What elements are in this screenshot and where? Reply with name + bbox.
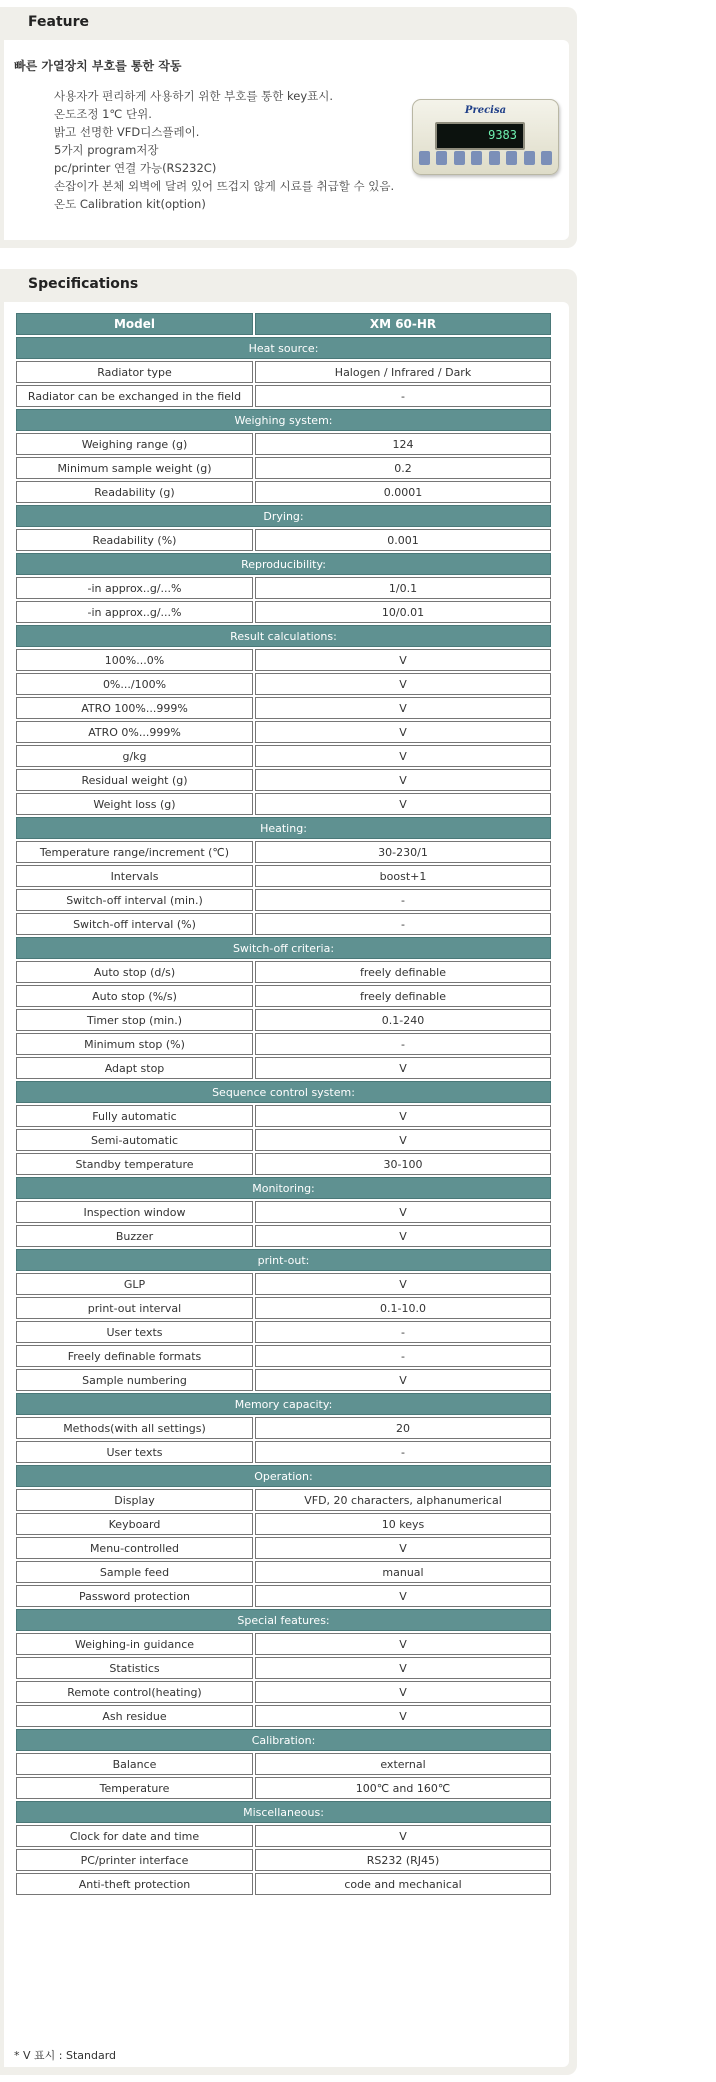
feature-item: 5가지 program저장	[54, 143, 159, 157]
feature-panel	[0, 7, 577, 248]
section-heading: Memory capacity:	[16, 1393, 551, 1415]
section-row	[16, 1729, 551, 1751]
table-row	[16, 529, 551, 551]
table-row	[16, 1369, 551, 1391]
spec-label: Temperature range/increment (℃)	[16, 841, 253, 863]
spec-value: freely definable	[255, 961, 551, 983]
table-row	[16, 361, 551, 383]
section-heading: Special features:	[16, 1609, 551, 1631]
spec-label: Password protection	[16, 1585, 253, 1607]
spec-label: Radiator can be exchanged in the field	[16, 385, 253, 407]
table-row	[16, 1633, 551, 1655]
table-row	[16, 1561, 551, 1583]
section-heading: Reproducibility:	[16, 553, 551, 575]
section-row	[16, 1801, 551, 1823]
spec-label: Keyboard	[16, 1513, 253, 1535]
spec-label: Balance	[16, 1753, 253, 1775]
table-row	[16, 1537, 551, 1559]
section-heading: Heating:	[16, 817, 551, 839]
table-row	[16, 1417, 551, 1439]
section-row	[16, 1081, 551, 1103]
spec-value: code and mechanical	[255, 1873, 551, 1895]
spec-label: Sample feed	[16, 1561, 253, 1583]
spec-value: 20	[255, 1417, 551, 1439]
section-heading: Calibration:	[16, 1729, 551, 1751]
spec-label: Anti-theft protection	[16, 1873, 253, 1895]
section-row	[16, 337, 551, 359]
spec-value: V	[255, 1057, 551, 1079]
section-heading: Operation:	[16, 1465, 551, 1487]
spec-label: Buzzer	[16, 1225, 253, 1247]
spec-value: 0.0001	[255, 481, 551, 503]
table-row	[16, 673, 551, 695]
table-row	[16, 1825, 551, 1847]
spec-value: V	[255, 1273, 551, 1295]
spec-value: V	[255, 649, 551, 671]
spec-label: User texts	[16, 1321, 253, 1343]
device-display	[435, 122, 525, 150]
spec-value: -	[255, 889, 551, 911]
table-row	[16, 1345, 551, 1367]
section-heading: Sequence control system:	[16, 1081, 551, 1103]
table-row	[16, 457, 551, 479]
spec-value: 100℃ and 160℃	[255, 1777, 551, 1799]
spec-value: V	[255, 1105, 551, 1127]
spec-label: Minimum sample weight (g)	[16, 457, 253, 479]
spec-value: freely definable	[255, 985, 551, 1007]
spec-label: Semi-automatic	[16, 1129, 253, 1151]
spec-value: 124	[255, 433, 551, 455]
spec-label: Methods(with all settings)	[16, 1417, 253, 1439]
spec-label: Ash residue	[16, 1705, 253, 1727]
device-key	[506, 151, 517, 165]
spec-label: User texts	[16, 1441, 253, 1463]
spec-label: Display	[16, 1489, 253, 1511]
spec-label: Auto stop (%/s)	[16, 985, 253, 1007]
table-row	[16, 481, 551, 503]
specifications-table	[14, 311, 553, 1897]
device-key	[454, 151, 465, 165]
spec-value: VFD, 20 characters, alphanumerical	[255, 1489, 551, 1511]
feature-title: Feature	[28, 14, 89, 30]
table-row	[16, 601, 551, 623]
spec-value: 0.001	[255, 529, 551, 551]
table-row	[16, 841, 551, 863]
feature-item: 밝고 선명한 VFD디스플레이.	[54, 125, 200, 139]
table-row	[16, 1225, 551, 1247]
table-row	[16, 577, 551, 599]
spec-value: 0.2	[255, 457, 551, 479]
section-heading: Drying:	[16, 505, 551, 527]
spec-label: Weight loss (g)	[16, 793, 253, 815]
section-heading: Weighing system:	[16, 409, 551, 431]
table-row	[16, 961, 551, 983]
table-row	[16, 1753, 551, 1775]
table-row	[16, 1513, 551, 1535]
section-row	[16, 1249, 551, 1271]
spec-value: V	[255, 721, 551, 743]
spec-label: Fully automatic	[16, 1105, 253, 1127]
spec-value: V	[255, 1657, 551, 1679]
table-row	[16, 1153, 551, 1175]
spec-label: Clock for date and time	[16, 1825, 253, 1847]
spec-value: V	[255, 1369, 551, 1391]
spec-value: V	[255, 1129, 551, 1151]
spec-value: 30-230/1	[255, 841, 551, 863]
spec-value: V	[255, 1705, 551, 1727]
spec-value: 10/0.01	[255, 601, 551, 623]
device-keypad	[419, 151, 552, 167]
table-row	[16, 1657, 551, 1679]
section-row	[16, 1609, 551, 1631]
table-row	[16, 1033, 551, 1055]
spec-value: -	[255, 1345, 551, 1367]
device-key	[419, 151, 430, 165]
spec-label: 0%.../100%	[16, 673, 253, 695]
spec-label: Sample numbering	[16, 1369, 253, 1391]
spec-value: V	[255, 1825, 551, 1847]
table-row	[16, 1489, 551, 1511]
spec-value: V	[255, 697, 551, 719]
table-row	[16, 385, 551, 407]
feature-item: 사용자가 편리하게 사용하기 위한 부호를 통한 key표시.	[54, 89, 334, 103]
spec-label: Minimum stop (%)	[16, 1033, 253, 1055]
table-row	[16, 649, 551, 671]
spec-label: ATRO 100%...999%	[16, 697, 253, 719]
spec-value: manual	[255, 1561, 551, 1583]
section-heading: Result calculations:	[16, 625, 551, 647]
spec-value: 0.1-10.0	[255, 1297, 551, 1319]
spec-value: 10 keys	[255, 1513, 551, 1535]
spec-label: ATRO 0%...999%	[16, 721, 253, 743]
table-row	[16, 1777, 551, 1799]
feature-list	[54, 87, 399, 213]
table-row	[16, 769, 551, 791]
table-row	[16, 1297, 551, 1319]
table-row	[16, 1873, 551, 1895]
spec-label: Adapt stop	[16, 1057, 253, 1079]
specifications-title: Specifications	[28, 276, 139, 292]
spec-label: Inspection window	[16, 1201, 253, 1223]
section-row	[16, 505, 551, 527]
table-row	[16, 1705, 551, 1727]
spec-label: Readability (g)	[16, 481, 253, 503]
spec-label: Statistics	[16, 1657, 253, 1679]
feature-item: 온도조정 1℃ 단위.	[54, 107, 152, 121]
spec-value: -	[255, 1321, 551, 1343]
feature-body	[4, 40, 569, 240]
spec-label: Intervals	[16, 865, 253, 887]
table-row	[16, 889, 551, 911]
spec-label: Remote control(heating)	[16, 1681, 253, 1703]
section-row	[16, 1177, 551, 1199]
section-heading: Switch-off criteria:	[16, 937, 551, 959]
spec-value: V	[255, 673, 551, 695]
section-row	[16, 1393, 551, 1415]
table-row	[16, 793, 551, 815]
table-row	[16, 913, 551, 935]
device-key	[524, 151, 535, 165]
spec-label: print-out interval	[16, 1297, 253, 1319]
spec-label: PC/printer interface	[16, 1849, 253, 1871]
spec-label: Auto stop (d/s)	[16, 961, 253, 983]
spec-value: V	[255, 1225, 551, 1247]
spec-label: Freely definable formats	[16, 1345, 253, 1367]
section-heading: Miscellaneous:	[16, 1801, 551, 1823]
device-readout: 9383	[488, 128, 517, 142]
spec-value: 30-100	[255, 1153, 551, 1175]
spec-value: V	[255, 1585, 551, 1607]
section-row	[16, 817, 551, 839]
table-row	[16, 985, 551, 1007]
table-row	[16, 721, 551, 743]
table-row	[16, 1057, 551, 1079]
feature-item: pc/printer 연결 가능(RS232C)	[54, 161, 217, 175]
spec-label: -in approx..g/...%	[16, 577, 253, 599]
device-key	[541, 151, 552, 165]
table-row	[16, 1009, 551, 1031]
spec-value: -	[255, 913, 551, 935]
table-row	[16, 1681, 551, 1703]
table-row	[16, 1585, 551, 1607]
device-key	[489, 151, 500, 165]
footnote: * V 표시 : Standard	[14, 2049, 117, 2062]
table-row	[16, 1201, 551, 1223]
section-row	[16, 625, 551, 647]
spec-label: Temperature	[16, 1777, 253, 1799]
section-row	[16, 409, 551, 431]
table-row	[16, 697, 551, 719]
spec-value: V	[255, 793, 551, 815]
moisture-analyzer-image	[412, 99, 559, 175]
device-key	[471, 151, 482, 165]
spec-label: Switch-off interval (%)	[16, 913, 253, 935]
spec-label: Switch-off interval (min.)	[16, 889, 253, 911]
table-row	[16, 433, 551, 455]
spec-value: V	[255, 745, 551, 767]
spec-value: Halogen / Infrared / Dark	[255, 361, 551, 383]
spec-label: Residual weight (g)	[16, 769, 253, 791]
spec-value: V	[255, 1681, 551, 1703]
section-heading: Heat source:	[16, 337, 551, 359]
spec-value: RS232 (RJ45)	[255, 1849, 551, 1871]
spec-value: V	[255, 769, 551, 791]
table-row	[16, 745, 551, 767]
feature-item: 온도 Calibration kit(option)	[54, 197, 206, 211]
table-row	[16, 1441, 551, 1463]
section-row	[16, 553, 551, 575]
spec-value: V	[255, 1537, 551, 1559]
spec-value: -	[255, 1033, 551, 1055]
table-row	[16, 1273, 551, 1295]
spec-label: -in approx..g/...%	[16, 601, 253, 623]
spec-label: Radiator type	[16, 361, 253, 383]
model-header: Model	[16, 313, 253, 335]
spec-value: -	[255, 385, 551, 407]
table-header-row	[16, 313, 551, 335]
spec-label: Timer stop (min.)	[16, 1009, 253, 1031]
device-brand-logo: Precisa	[464, 105, 507, 116]
spec-label: Standby temperature	[16, 1153, 253, 1175]
section-heading: print-out:	[16, 1249, 551, 1271]
spec-value: 1/0.1	[255, 577, 551, 599]
spec-label: Menu-controlled	[16, 1537, 253, 1559]
spec-label: GLP	[16, 1273, 253, 1295]
table-row	[16, 1129, 551, 1151]
spec-value: 0.1-240	[255, 1009, 551, 1031]
spec-label: Weighing-in guidance	[16, 1633, 253, 1655]
spec-value: external	[255, 1753, 551, 1775]
spec-label: g/kg	[16, 745, 253, 767]
table-row	[16, 1105, 551, 1127]
feature-subtitle: 빠른 가열장치 부호를 통한 작동	[14, 59, 182, 73]
section-row	[16, 1465, 551, 1487]
spec-value: V	[255, 1633, 551, 1655]
spec-value: boost+1	[255, 865, 551, 887]
spec-label: Weighing range (g)	[16, 433, 253, 455]
table-row	[16, 1849, 551, 1871]
spec-label: 100%...0%	[16, 649, 253, 671]
section-heading: Monitoring:	[16, 1177, 551, 1199]
spec-value: -	[255, 1441, 551, 1463]
spec-value: V	[255, 1201, 551, 1223]
feature-item: 손잡이가 본체 외벽에 달려 있어 뜨겁지 않게 시료를 취급할 수 있음.	[54, 179, 395, 193]
spec-label: Readability (%)	[16, 529, 253, 551]
table-row	[16, 1321, 551, 1343]
model-value-header: XM 60-HR	[255, 313, 551, 335]
table-row	[16, 865, 551, 887]
device-key	[436, 151, 447, 165]
section-row	[16, 937, 551, 959]
